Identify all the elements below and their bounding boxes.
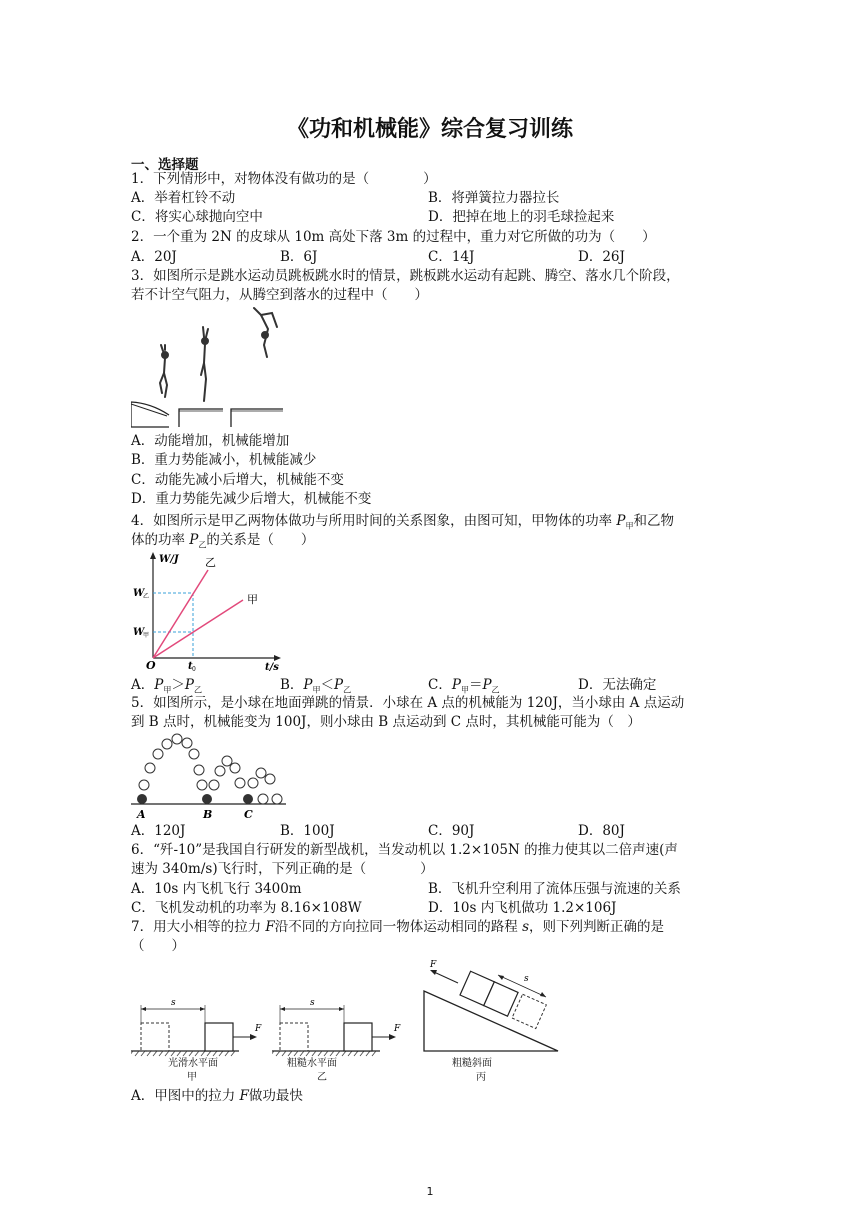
q4-option-a: A．$P_甲>P_乙$: [131, 677, 202, 695]
q4-stem-line2: 体的功率 $P_乙$的关系是（ ）: [131, 532, 315, 550]
q7-option-a: A．甲图中的拉力 F做功最快: [131, 1088, 303, 1104]
bing-f-label: F: [430, 960, 437, 970]
q5-stem-line2: 到 B 点时，机械能变为 100J，则小球由 B 点运动到 C 点时，其机械能可能为（ ）: [131, 714, 641, 730]
graph-xlabel: t/s: [265, 662, 279, 673]
q6-option-b: B．飞机升空利用了流体压强与流速的关系: [428, 881, 681, 897]
q5-option-c: C．90J: [428, 823, 475, 839]
page-title: 《功和机械能》综合复习训练: [286, 117, 573, 142]
q1-option-c: C．将实心球抛向空中: [131, 209, 263, 225]
q5-option-b: B．100J: [280, 823, 335, 839]
q6-option-c: C．飞机发动机的功率为 8.16×108W: [131, 900, 362, 916]
q5-stem-line1: 5．如图所示，是小球在地面弹跳的情景．小球在 A 点的机械能为 120J，当小球由 A 点运动: [131, 695, 685, 711]
q6-option-d: D．10s 内飞机做功 1.2×106J: [428, 900, 617, 916]
q2-option-d: D．26J: [578, 249, 625, 265]
q2-option-a: A．20J: [131, 249, 177, 265]
diving-figure: [131, 305, 291, 430]
fig-jia-surface: 光滑水平面: [168, 1058, 218, 1069]
q2-stem: 2．一个重为 2N 的皮球从 10m 高处下落 3m 的过程中，重力对它所做的功为（ ）: [131, 229, 656, 245]
yi-f-label: F: [394, 1024, 401, 1034]
fig-jia-name: 甲: [187, 1072, 197, 1083]
ball-point-a: A: [137, 808, 146, 820]
q3-option-a: A．动能增加，机械能增加: [131, 433, 290, 449]
bing-s-label: s: [524, 974, 529, 984]
q1-option-a: A．举着杠铃不动: [131, 190, 236, 206]
jia-f-label: F: [255, 1024, 262, 1034]
fig-yi-name: 乙: [317, 1072, 327, 1083]
graph-line-label-yi: 乙: [205, 556, 216, 569]
q4-option-d: D．无法确定: [578, 677, 657, 693]
q4-option-b: B．$P_甲<P_乙$: [280, 677, 352, 695]
force-figure-bing: [420, 955, 565, 1055]
q1-stem: 1．下列情形中，对物体没有做功的是（ ）: [131, 171, 437, 187]
graph-w-yi: W: [133, 588, 145, 599]
work-time-graph: [131, 548, 286, 673]
q3-stem-line2: 若不计空气阻力，从腾空到落水的过程中（ ）: [131, 287, 428, 303]
fig-yi-surface: 粗糙水平面: [287, 1058, 337, 1069]
q3-option-c: C．动能先减小后增大，机械能不变: [131, 472, 344, 488]
graph-line-label-jia: 甲: [247, 593, 258, 606]
q1-option-d: D．把掉在地上的羽毛球捡起来: [428, 209, 615, 225]
q1-option-b: B．将弹簧拉力器拉长: [428, 190, 560, 206]
q6-option-a: A．10s 内飞机飞行 3400m: [131, 881, 302, 897]
q4-option-c: C．$P_甲=P_乙$: [428, 677, 500, 695]
q6-stem-line1: 6．“歼-10”是我国自行研发的新型战机，当发动机以 1.2×105N 的推力使其以二倍声速(声: [131, 842, 678, 858]
yi-s-label: s: [310, 998, 315, 1008]
q2-option-b: B．6J: [280, 249, 318, 265]
graph-t0-sub: 0: [192, 666, 196, 673]
graph-ylabel: W/J: [159, 554, 179, 565]
ball-point-b: B: [203, 808, 213, 820]
bouncing-ball-figure: [131, 730, 291, 820]
q3-stem-line1: 3．如图所示是跳水运动员跳板跳水时的情景，跳板跳水运动有起跳、腾空、落水几个阶段，: [131, 268, 680, 284]
graph-w-jia-sub: 甲: [143, 632, 150, 639]
q6-stem-line2: 速为 340m/s)飞行时，下列正确的是（ ）: [131, 861, 434, 877]
graph-w-yi-sub: 乙: [143, 593, 150, 600]
q5-option-a: A．120J: [131, 823, 186, 839]
section-heading: 一、选择题: [131, 157, 199, 173]
q5-option-d: D．80J: [578, 823, 625, 839]
jia-s-label: s: [171, 998, 176, 1008]
graph-origin: O: [146, 659, 156, 672]
fig-bing-name: 丙: [476, 1072, 486, 1083]
page-number: 1: [426, 1185, 434, 1198]
q3-option-d: D．重力势能先减少后增大，机械能不变: [131, 491, 372, 507]
fig-bing-surface: 粗糙斜面: [452, 1058, 492, 1069]
ball-point-c: C: [244, 808, 253, 820]
q7-stem-line1: 7．用大小相等的拉力 F沿不同的方向拉同一物体运动相同的路程 s，则下列判断正确的是: [131, 919, 664, 935]
q3-option-b: B．重力势能减小，机械能减少: [131, 452, 317, 468]
q4-stem-line1: 4．如图所示是甲乙两物体做功与所用时间的关系图象，由图可知，甲物体的功率 $P_甲$和乙物: [131, 513, 674, 531]
q7-stem-line2: （ ）: [131, 938, 185, 954]
graph-t0: t: [188, 661, 193, 672]
q2-option-c: C．14J: [428, 249, 475, 265]
graph-w-jia: W: [133, 627, 145, 638]
